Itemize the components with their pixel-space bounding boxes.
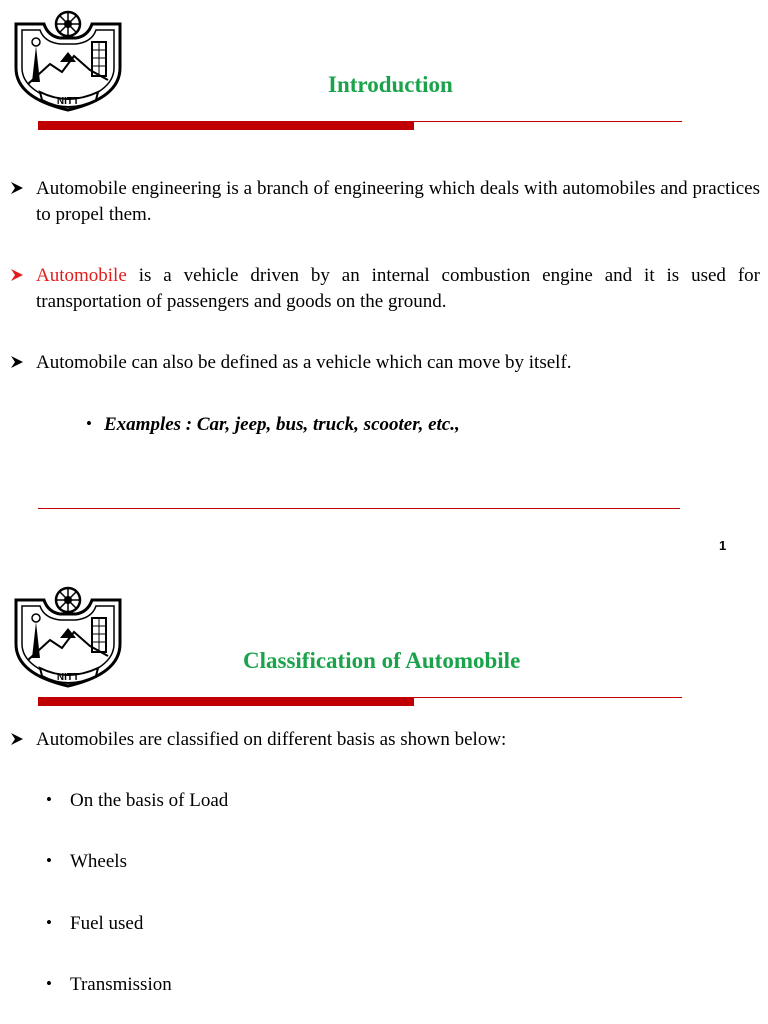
page-number: 1 (719, 538, 727, 553)
bullet-text: Automobile can also be defined as a vehicle which can move by itself. (36, 352, 572, 373)
dot-bullet-icon: • (86, 414, 92, 433)
nitt-logo (10, 6, 130, 118)
examples-text: Examples : Car, jeep, bus, truck, scooter, etc., (104, 414, 460, 435)
bullet-text (36, 263, 760, 315)
page-title: Classification of Automobile (243, 648, 521, 673)
title-underline-thick (38, 122, 414, 130)
slide-classification (0, 576, 768, 1024)
list-item: On the basis of Load (70, 790, 229, 811)
title-underline-thin (38, 697, 682, 698)
title-underline-thick (38, 698, 414, 706)
arrow-bullet-icon (9, 180, 29, 200)
dot-bullet-icon: • (46, 851, 52, 870)
intro-text: Automobiles are classified on different basis as shown below: (36, 729, 507, 750)
arrow-bullet-icon (9, 354, 29, 374)
nitt-logo (10, 582, 130, 694)
footer-rule (38, 508, 680, 509)
logo-text: NITT (56, 96, 80, 107)
list-item: Fuel used (70, 913, 144, 934)
page-title: Introduction (328, 72, 453, 97)
title-underline-thin (38, 121, 682, 122)
logo-text: NITT (56, 672, 80, 683)
dot-bullet-icon: • (46, 913, 52, 932)
list-item: Transmission (70, 974, 172, 995)
dot-bullet-icon: • (46, 974, 52, 993)
arrow-bullet-icon (9, 731, 29, 751)
dot-bullet-icon: • (46, 790, 52, 809)
arrow-bullet-icon (9, 267, 29, 287)
bullet-text-rest: is a vehicle driven by an internal combustion engine and it is used for transportation of passengers and goods on the ground. (36, 265, 760, 312)
bullet-text: Automobile engineering is a branch of engineering which deals with automobiles and practices to propel them. (36, 178, 760, 225)
list-item: Wheels (70, 851, 127, 872)
highlight-term: Automobile (36, 265, 127, 286)
